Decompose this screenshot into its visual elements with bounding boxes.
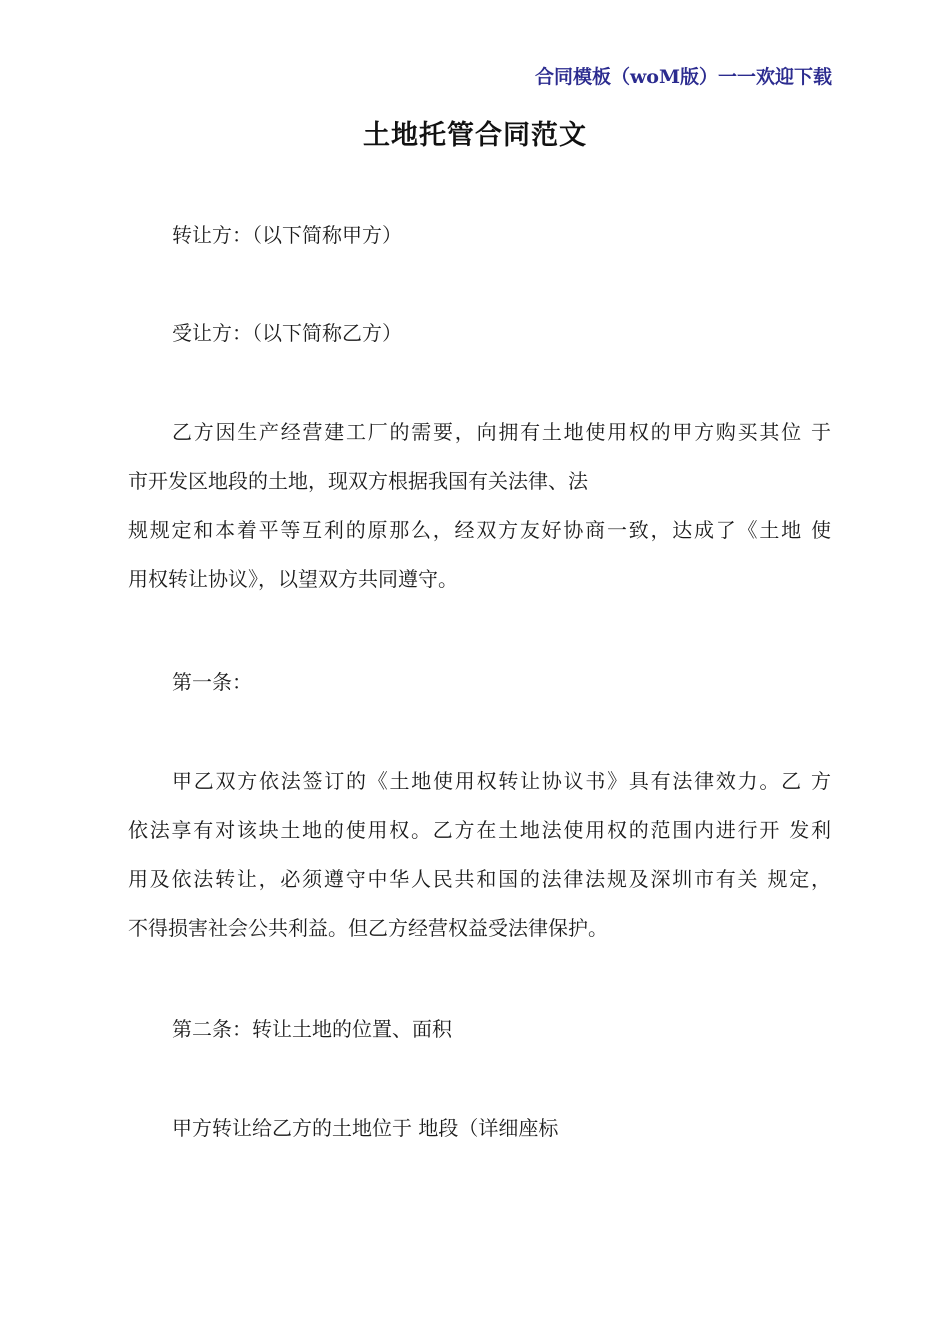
article-2-line: 甲方转让给乙方的土地位于 地段（详细座标	[172, 1116, 559, 1140]
article-1-paragraph	[128, 757, 831, 953]
article-1-line: 不得损害社会公共利益。但乙方经营权益受法律保护。	[128, 916, 608, 940]
document-header: 合同模板（woM版）一一欢迎下载	[534, 66, 832, 88]
article-1-line: 甲乙双方依法签订的《土地使用权转让协议书》具有法律效力。乙 方	[172, 769, 831, 793]
transferee-line: 受让方：（以下简称乙方）	[172, 321, 402, 345]
intro-line: 规规定和本着平等互利的原那么，经双方友好协商一致，达成了《土地 使	[128, 518, 831, 542]
intro-line: 市开发区地段的土地，现双方根据我国有关法律、法	[128, 469, 588, 493]
transferor-line: 转让方：（以下简称甲方）	[172, 223, 402, 247]
intro-line: 乙方因生产经营建工厂的需要，向拥有土地使用权的甲方购买其位 于	[172, 420, 831, 444]
article-1-heading: 第一条：	[172, 670, 252, 694]
document-title: 土地托管合同范文	[363, 120, 587, 151]
intro-line: 用权转让协议》，以望双方共同遵守。	[128, 567, 458, 591]
article-1-line: 依法享有对该块土地的使用权。乙方在土地法使用权的范围内进行开 发利	[128, 818, 831, 842]
article-2-heading: 第二条：转让土地的位置、面积	[172, 1017, 452, 1041]
article-1-line: 用及依法转让，必须遵守中华人民共和国的法律法规及深圳市有关 规定，	[128, 867, 831, 891]
intro-paragraph	[128, 408, 831, 604]
